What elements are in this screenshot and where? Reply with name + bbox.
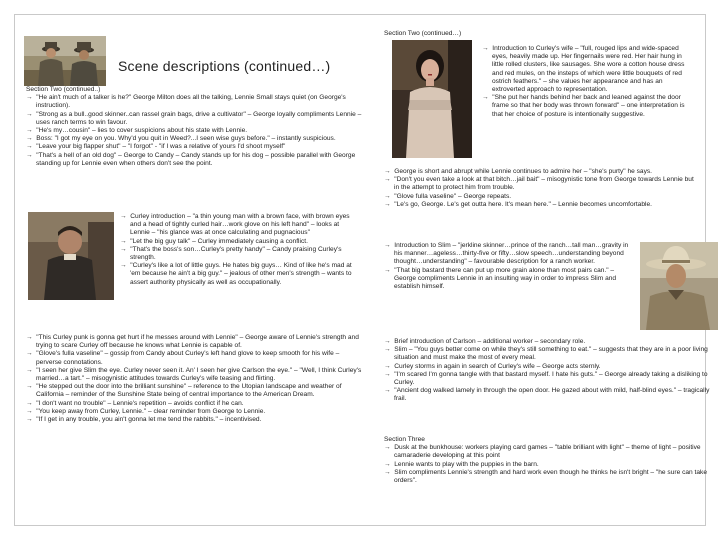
two-ranch-hands-photo: [24, 36, 106, 86]
list-item: → "That's the boss's son…Curley's pretty handy" – Candy praising Curley's strength.: [120, 246, 358, 262]
list-item: → "She put her hands behind her back and leaned against the door frame so that her body was thrown forward" – one interpretation is that her choice of posture is intentionally suggestive.: [482, 94, 692, 119]
list-item: → "You keep away from Curley, Lennie." – clear reminder from George to Lennie.: [26, 408, 366, 416]
list-item: → Curley introduction – "a thin young man with a brown face, with brown eyes and a head of tightly curled hair…work glove on his left hand" – looks at Lennie – "his glance was at once calculating and pugnacious": [120, 213, 358, 238]
list-item: → "Glove fulla vaseline" – George repeats.: [384, 193, 694, 201]
list-item: → "He stepped out the door into the brilliant sunshine" – reference to the Utopian landscape and weather of California – reminder of the Sunshine State being of central importance to the American Dream.: [26, 383, 366, 399]
list-item: → "This Curley punk is gonna get hurt if he messes around with Lennie" – George aware of Lennie's strength and trying to scare Curley off because he knows what Lennie is capable of.: [26, 334, 366, 350]
list-item: → Slim compliments Lennie's strength and hard work even though he thinks he isn't bright – "he sure can take orders".: [384, 469, 714, 485]
list-item: → "He ain't much of a talker is he?" George Milton does all the talking, Lennie Small stays quiet (on George's instruction).: [26, 94, 366, 110]
section-three-label: Section Three: [384, 436, 425, 443]
list-item: → Introduction to Curley's wife – "full, rouged lips and wide-spaced eyes, heavily made up. Her fingernails were red. Her hair hung in little rolled clusters, like sausages. She wore a cotton house dress and red mules, on the insteps of which were little bouquets of red ostrich feathers." – she values her appearance and has an extroverted approach to representation.: [482, 45, 692, 94]
list-item: → Lennie wants to play with the puppies in the barn.: [384, 461, 714, 469]
left-column-bottom: [26, 334, 366, 424]
list-item: → "Leave your big flapper shut" – "I forgot" - "if I was a relative of yours I'd shoot myself": [26, 143, 366, 151]
list-item: → "Ancient dog walked lamely in through the open door. He gazed about with mild, half-blind eyes." – tragically frail.: [384, 387, 714, 403]
list-item: → "Le's go, George. Le's get outta here. It's mean here." – Lennie becomes uncomfortable.: [384, 201, 694, 209]
list-item: → "I'm scared I'm gonna tangle with that bastard myself. I hate his guts." – George already taking a disliking to Curley.: [384, 371, 714, 387]
left-section-label: Section Two (continued..): [26, 86, 101, 93]
list-item: → Dusk at the bunkhouse: workers playing card games – "table brilliant with light" – theme of light – positive camaraderie developing at this point: [384, 444, 714, 460]
list-item: → Slim – "You guys better come on while they's still something to eat." – suggests that they are in a poor living situation and must make the most of every meal.: [384, 346, 714, 362]
right-column-bottom: [384, 338, 714, 404]
curleys-wife-intro: [482, 45, 692, 119]
list-item: → Brief introduction of Carlson – additional worker – secondary role.: [384, 338, 714, 346]
list-item: → "Glove's fulla vaseline" – gossip from Candy about Curley's left hand glove to keep smooth for his wife – perverse connotations.: [26, 350, 366, 366]
list-item: → "That big bastard there can put up more grain alone than most pairs can." – George compliments Lennie in an insulting way in order to impress Slim and establish himself.: [384, 267, 636, 292]
list-item: → Curley storms in again in search of Curley's wife – George acts sternly.: [384, 363, 714, 371]
list-item: → "Strong as a bull..good skinner..can rassel grain bags, drive a cultivator" – George loyally compliments Lennie – uses ranch terms to win favour.: [26, 111, 366, 127]
list-item: → "Curley's like a lot of little guys. He hates big guys… Kind of like he's mad at 'em because he ain't a big guy." – jealous of other men's strength – wants to assert authority physically as well as occupationally.: [120, 262, 358, 287]
list-item: → "He's my…cousin" – lies to cover suspicions about his state with Lennie.: [26, 127, 366, 135]
list-item: → "I seen her give Slim the eye. Curley never seen it. An' I seen her give Carlson the eye." – "Well, I think Curley's married…a tart." – misogynistic attitudes towards Curley's wife teasing and flirting.: [26, 367, 366, 383]
curley-photo: [28, 212, 114, 300]
list-item: → Introduction to Slim – "jerkline skinner…prince of the ranch…tall man…gravity in his manner…ageless…thirty-five or fifty…slow speech…understanding beyond thought…understanding" – favourable description for a ranch worker.: [384, 242, 636, 267]
section-header-label: Section Two (continued…): [384, 30, 462, 37]
list-item: → "If I get in any trouble, you ain't gonna let me tend the rabbits." – incentivised.: [26, 416, 366, 424]
curleys-wife-photo: [392, 40, 472, 158]
list-item: → "I don't want no trouble" – Lennie's repetition – avoids conflict if he can.: [26, 400, 366, 408]
slim-intro-block: [384, 242, 636, 291]
curley-intro-block: [120, 213, 358, 287]
left-column-top: [26, 86, 366, 168]
right-column-mid: [384, 168, 694, 209]
list-item: → Boss: "I got my eye on you. Why'd you quit in Weed?...I seen wise guys before." – instantly suspicious.: [26, 135, 366, 143]
list-item: → George is short and abrupt while Lennie continues to admire her – "she's purty" he says.: [384, 168, 694, 176]
section-three-block: [384, 436, 714, 485]
list-item: → "Don't you even take a look at that bitch…jail bait" – misogynistic tone from George towards Lennie but in the attempt to protect him from trouble.: [384, 176, 694, 192]
list-item: → "Let the big guy talk" – Curley immediately causing a conflict.: [120, 238, 358, 246]
page-title: Scene descriptions (continued…): [118, 58, 331, 74]
list-item: → "That's a hell of an old dog" – George to Candy – Candy stands up for his dog – possible parallel with George standing up for Lennie even when others don't see the point.: [26, 152, 366, 168]
slim-cowboy-hat-photo: [640, 242, 718, 330]
